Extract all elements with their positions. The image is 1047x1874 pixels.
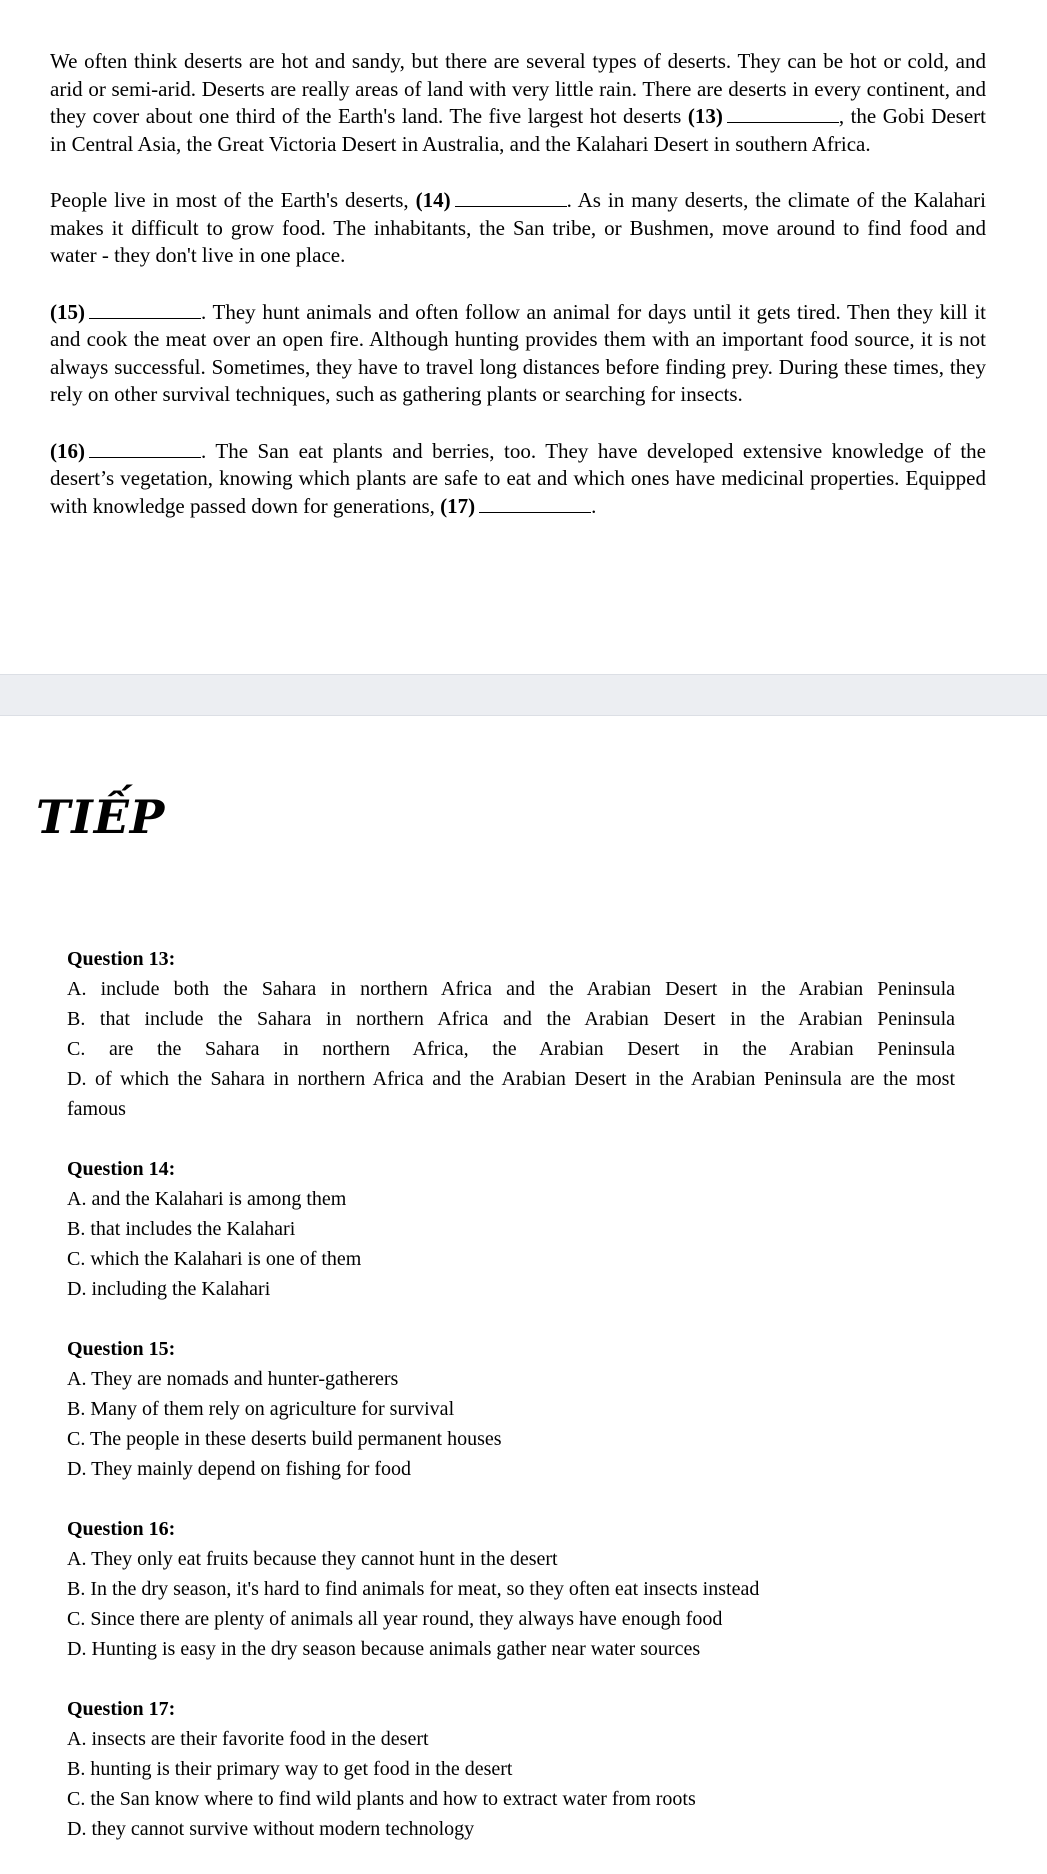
option-c[interactable]: C. which the Kalahari is one of them <box>67 1248 362 1270</box>
paragraph-text: . The San eat plants and berries, too. They have developed extensive knowledge of the desert’s vegetation, knowing which plants are safe to eat and which ones have medicinal properties. Equipped with knowledge passed down for generations, <box>50 438 986 518</box>
question-14 <box>67 1154 955 1304</box>
option-a[interactable]: A. insects are their favorite food in the desert <box>67 1728 429 1750</box>
answer-blank-15 <box>89 300 201 319</box>
paragraph-text: We often think deserts are hot and sandy, but there are several types of deserts. They can be hot or cold, and arid or semi-arid. Deserts are really areas of land with very little rain. There are deserts in every continent, and they cover about one third of the Earth's land. The five largest hot deserts <box>50 49 986 128</box>
question-17 <box>67 1694 955 1844</box>
passage-paragraph-4 <box>50 438 986 521</box>
option-b[interactable]: B. In the dry season, it's hard to find animals for meat, so they often eat insects instead <box>67 1578 760 1600</box>
passage-paragraph-2 <box>50 187 986 270</box>
question-title: Question 14: <box>67 1158 176 1180</box>
question-title: Question 17: <box>67 1698 176 1720</box>
answer-blank-17 <box>479 494 591 513</box>
option-d[interactable]: D. they cannot survive without modern technology <box>67 1818 475 1840</box>
passage-paragraph-1 <box>50 48 986 158</box>
option-d[interactable]: D. Hunting is easy in the dry season because animals gather near water sources <box>67 1638 701 1660</box>
option-a[interactable]: A. include both the Sahara in northern Africa and the Arabian Desert in the Arabian Peninsula <box>67 978 955 1000</box>
option-d[interactable]: D. including the Kalahari <box>67 1278 271 1300</box>
question-16 <box>67 1514 955 1664</box>
reading-passage <box>50 48 986 549</box>
option-b[interactable]: B. that includes the Kalahari <box>67 1218 296 1240</box>
section-divider <box>0 674 1047 716</box>
option-d[interactable]: D. of which the Sahara in northern Africa and the Arabian Desert in the Arabian Peninsula are the most famous <box>67 1068 955 1120</box>
blank-marker-15: (15) <box>50 299 85 324</box>
blank-marker-13: (13) <box>687 104 723 128</box>
paragraph-text: . <box>591 493 597 518</box>
question-title: Question 16: <box>67 1518 176 1540</box>
option-d[interactable]: D. They mainly depend on fishing for food <box>67 1458 412 1480</box>
option-c[interactable]: C. The people in these deserts build permanent houses <box>67 1428 502 1450</box>
option-c[interactable]: C. are the Sahara in northern Africa, the Arabian Desert in the Arabian Peninsula <box>67 1038 955 1060</box>
blank-marker-17: (17) <box>440 493 476 518</box>
option-b[interactable]: B. that include the Sahara in northern Africa and the Arabian Desert in the Arabian Peninsula <box>67 1008 955 1030</box>
answer-blank-14 <box>455 188 567 207</box>
option-b[interactable]: B. hunting is their primary way to get food in the desert <box>67 1758 513 1780</box>
option-b[interactable]: B. Many of them rely on agriculture for survival <box>67 1398 455 1420</box>
question-13 <box>67 944 955 1124</box>
continue-heading: TIẾP <box>36 790 166 844</box>
passage-paragraph-3 <box>50 299 986 409</box>
answer-blank-16 <box>89 439 201 458</box>
option-a[interactable]: A. They are nomads and hunter-gatherers <box>67 1368 399 1390</box>
option-c[interactable]: C. the San know where to find wild plants and how to extract water from roots <box>67 1788 696 1810</box>
option-c[interactable]: C. Since there are plenty of animals all year round, they always have enough food <box>67 1608 723 1630</box>
question-15 <box>67 1334 955 1484</box>
blank-marker-14: (14) <box>415 188 451 212</box>
question-title: Question 15: <box>67 1338 176 1360</box>
paragraph-text: People live in most of the Earth's deserts, <box>50 188 409 212</box>
option-a[interactable]: A. and the Kalahari is among them <box>67 1188 347 1210</box>
paragraph-text: . As in many deserts, the climate of the Kalahari makes it difficult to grow food. The inhabitants, the San tribe, or Bushmen, move around to find food and water - they don't live in one place. <box>50 188 987 267</box>
question-list <box>67 944 955 1874</box>
question-title: Question 13: <box>67 948 176 970</box>
paragraph-text: , the Gobi Desert in Central Asia, the Great Victoria Desert in Australia, and the Kalahari Desert in southern Africa. <box>50 104 987 156</box>
blank-marker-16: (16) <box>50 438 85 463</box>
option-a[interactable]: A. They only eat fruits because they cannot hunt in the desert <box>67 1548 558 1570</box>
answer-blank-13 <box>727 104 839 123</box>
paragraph-text: . They hunt animals and often follow an animal for days until it gets tired. Then they kill it and cook the meat over an open fire. Although hunting provides them with an important food source, it is not always successful. Sometimes, they have to travel long distances before finding prey. During these times, they rely on other survival techniques, such as gathering plants or searching for insects. <box>50 299 986 406</box>
